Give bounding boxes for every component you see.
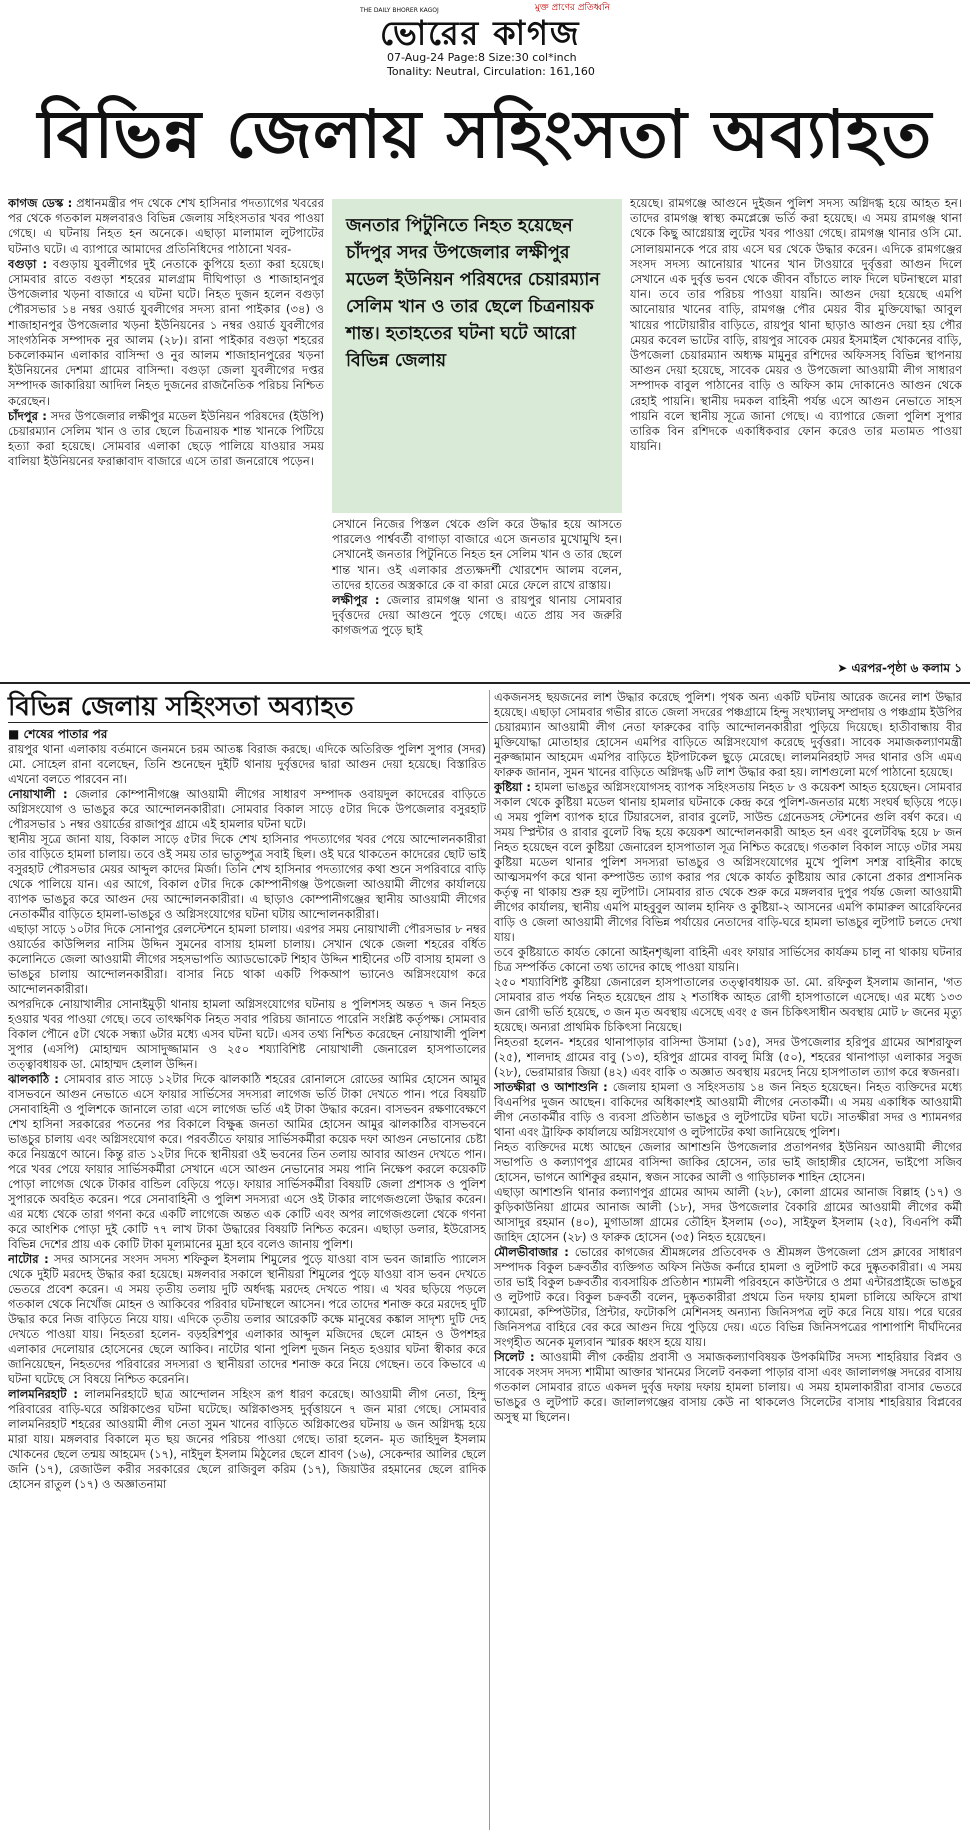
- paragraph-text: লালমনিরহাটে ছাত্র আন্দোলন সহিংস রূপ ধারণ করেছে। আওয়ামী লীগ নেতা, হিন্দু পরিবারের বাড়ি-ঘরে অগ্নিকাণ্ডের ঘটনা ঘটেছে। অগ্নিকাণ্ডসহ দুর্বৃত্তায়নে ৭ জন মারা গেছে। সোমবার লালমনিরহাট শহরের আওয়ামী লীগ নেতা সুমন খানের বাড়িতে অগ্নিকাণ্ডের ঘটনায় ৬ জন অগ্নিদগ্ধ হয়ে মারা যায়। মঙ্গলবার বিকালে মৃত ছয় জনের পরিচয় পাওয়া গেছে। তারা হলেন- মৃত জাহিদুল ইসলাম খোকনের ছেলে তন্ময় আহমেদ (১৭), নাইদুল ইসলাম মিঠুলের ছেলে শ্রাবণ (১৬), সেকেন্দার আলির ছেলে জনি (১৭), রেজাউল করীর সরকারের ছেলে রাজিবুল করিম (১৭), জিয়াউর রহমানের ছেলে রাদিক হোসেন রাতুল (১৭) ও অজ্ঞাতনামা: [8, 1387, 486, 1491]
- dateline: লালমনিরহাট :: [8, 1387, 78, 1401]
- dateline: নোয়াখালী :: [8, 787, 68, 801]
- section-divider: [0, 682, 970, 684]
- pull-quote: জনতার পিটুনিতে নিহত হয়েছেন চাঁদপুর সদর উপজেলার লক্ষীপুর মডেল ইউনিয়ন পরিষদের চেয়ারম্যান সেলিম খান ও তার ছেলে চিত্রনায়ক শান্ত। হতাহতের ঘটনা ঘটে আরো বিভিন্ন জেলায়: [332, 199, 622, 513]
- paragraph-text: এছাড়া আশাশুনি থানার কল্যাণপুর গ্রামের আদম আলী (২৮), কোলা গ্রামের আনাজ বিল্লাহ (১৭) ও কুড়িকাউনিয়া গ্রামের আনাজ আলী (১৮), সদর উপজেলার বৈকারি গ্রামের আওয়ামী লীগের কর্মী আসাদুর রহমান (৪০), মুগাডাঙ্গা গ্রামের তৌহিদ ইসলাম (৩০), সাইফুল ইসলাম (২৫), বিএনপি কর্মী জাহিদ হোসেন (২৮) ও ফারুক হোসেন (৩৫) নিহত হয়েছেন।: [494, 1185, 962, 1244]
- paragraph: [494, 1185, 962, 1245]
- dateline: সিলেট :: [494, 1350, 535, 1364]
- dateline: বগুড়া :: [8, 256, 48, 271]
- paragraph: [8, 997, 486, 1072]
- paragraph-text: সোমবার রাত সাড়ে ১২টার দিকে ঝালকাঠি শহরের রোনালসে রোডের আমির হোসেন আমুর বাসভবনে আগুন নেভাতে এসে ফায়ার সার্ভিসের সদস্যরা লাগেজ ভর্তি টাকা দেখতে পান। পরে বিষয়টি সেনাবাহিনী ও পুলিশকে জানালে তারা এসে লাগেজ ভর্তি এই টাকা উদ্ধার করেন। বাসভবন রক্ষণাবেক্ষণে শেখ হাসিনা সরকারের পতনের পর বিকালে বিক্ষুব্ধ জনতা আমির হোসেন আমুর ঝালকাঠির বাসভবনে ভাঙচুর চালায় এবং অগ্নিসংযোগ করে। পরবর্তীতে ফায়ার সার্ভিসকর্মীরা কয়েক দফা আগুন নেভানোর চেষ্টা করে নিয়ন্ত্রণে আনে। কিন্তু রাত ১২টার দিকে স্থানীয়রা ওই ভবনের তিন তলায় আবার আগুন দেখতে পান। পরে খবর পেয়ে ফায়ার সার্ভিসকর্মীরা সেখানে এসে আগুন নেভানোর সময় পানি নিক্ষেপ করলে কয়েকটি পোড়া লাগেজ থেকে টাকার বান্ডিল বেড়িয়ে পড়ে। ফায়ার সার্ভিসকর্মীরা বিষয়টি জেলা প্রশাসক ও পুলিশ সুপারকে অবহিত করেন। পরে সেনাবাহিনী ও পুলিশ সদস্যরা এসে ওই টাকার লাগেজগুলো উদ্ধার করেন। এর মধ্যে থেকে তারা গণনা করে একটি লাগেজে অন্তত এক কোটি এবং অপর লাগেজগুলো থেকে গণনা করে আংশিক পোড়া দুই কোটি ৭৭ লাখ টাকা উদ্ধারের বিষয়টি নিশ্চিত করেন। এছাড়া ডলার, ইউরোসহ বিভিন্ন দেশের প্রায় এক কোটি টাকা মূল্যমানের মুদ্রা হবে বলেও জানায় পুলিশ।: [8, 1072, 486, 1251]
- paragraph: [8, 832, 486, 922]
- paragraph-text: বগুড়ায় যুবলীগের দুই নেতাকে কুপিয়ে হত্যা করা হয়েছে। সোমবার রাতে বগুড়া শহরের মালগ্রাম দীঘিপাড়া ও শাজাহানপুর উপজেলার খড়না বাজারে এ ঘটনা ঘটে। নিহত দুজন হলেন বগুড়া পৌরসভার ১৪ নম্বর ওয়ার্ড যুবলীগের সদস্য রানা পাইকার (৩৪) ও শাজাহানপুর উপজেলার খড়না ইউনিয়নের ১ নম্বর ওয়ার্ড যুবলীগের সাংগঠনিক সম্পাদক নুর আলম (২৮)। রানা পাইকার বগুড়া শহরের চকলোকমান এলাকার বাসিন্দা ও নুর আলম শাজাহানপুরের খড়না ইউনিয়নের দেশমা গ্রামের বাসিন্দা। বগুড়া জেলা যুবলীগের দপ্তর সম্পাদক জাকারিয়া আদিল নিহত দুজনের রাজনৈতিক পরিচয় নিশ্চিত করেছেন।: [8, 256, 324, 408]
- column-divider: [489, 690, 490, 1830]
- paragraph-text: তবে কুষ্টিয়াতে কার্যত কোনো আইনশৃঙ্খলা বাহিনী এবং ফায়ার সার্ভিসের কার্যক্রম চালু না থাকায় ঘটনার চিত্র সম্পর্কিত কোনো তথ্য তাদের কাছে পাওয়া যায়নি।: [494, 945, 962, 974]
- paragraph-text: ২৫০ শয্যাবিশিষ্ট কুষ্টিয়া জেনারেল হাসপাতালের তত্ত্বাবধায়ক ডা. মো. রফিকুল ইসলাম জানান, 'গত সোমবার রাত পর্যন্ত নিহত হয়েছেন প্রায় ২ শতাধিক আহত রোগী হাসপাতালে এসেছে। এর মধ্যে ১৩৩ জন রোগী ভর্তি হয়েছে, ৩ জন মৃত অবস্থায় এসেছে এবং ৫ জন চিকিৎসাধীন অবস্থায় মোট ৮ জনের মৃত্যু হয়েছে। অন্যরা প্রাথমিক চিকিৎসা নিয়েছে।: [494, 975, 962, 1034]
- paragraph-text: একজনসহ ছয়জনের লাশ উদ্ধার করেছে পুলিশ। পৃথক অন্য একটি ঘটনায় আরেক জনের লাশ উদ্ধার হয়েছে। এছাড়া সোমবার গভীর রাতে জেলা সদরের পঞ্চগ্রামে হিন্দু সংখ্যালঘু সম্প্রদায় ও পঞ্চগ্রাম ইউপির চেয়ারম্যান আওয়ামী লীগ নেতা ফারুকের বাড়ি আন্দোলনকারীরা পুড়িয়ে দিয়েছে। হাতীবান্ধায় বীর মুক্তিযোদ্ধা মোতাহার হোসেন এমপির বাড়িতে অগ্নিসংযোগ করেছে দুর্বৃত্তরা। সাবেক সমাজকল্যাণমন্ত্রী নুরুজ্জামান আহমেদ এমপির বাড়িতে ইটপাটকেল ছুড়ে মেরেছে। লালমনিরহাট সদর থানার ওসি এমএ ফারুক জানান, সুমন খানের বাড়িতে অগ্নিদগ্ধ ৬টি লাশ উদ্ধার করা হয়। লাশগুলো মর্গে পাঠানো হয়েছে।: [494, 690, 962, 779]
- paragraph: [630, 196, 962, 454]
- dateline: নাটোর :: [8, 1252, 49, 1266]
- paragraph: [8, 257, 324, 409]
- paragraph-text: সেখানে নিজের পিস্তল থেকে গুলি করে উদ্ধার হয়ে আসতে পারলেও পার্শ্ববর্তী বাগাড়া বাজারে এসে জনতার মুখোমুখি হন। সেখানেই জনতার পিটুনিতে নিহত হন সেলিম খান ও তার ছেলে শান্ত খান। ওই এলাকার প্রত্যক্ষদর্শী খোরশেদ আলম বলেন, তাদের হাতের অস্ত্রকারে কে বা কারা মেরে ফেলে রাখে রাস্তায়।: [332, 517, 622, 592]
- paragraph-text: জেলার রামগঞ্জ থানা ও রায়পুর থানায় সোমবার দুর্বৃত্তদের দেয়া আগুনে পুড়ে গেছে। এতে প্রায় সব জরুরি কাগজপত্র পুড়ে ছাই: [332, 593, 622, 638]
- dateline: কুষ্টিয়া :: [494, 780, 531, 794]
- article-column-1: [8, 196, 324, 682]
- continuation-headline: বিভিন্ন জেলায় সহিংসতা অব্যাহত: [8, 692, 354, 722]
- paragraph-text: এছাড়া সাড়ে ১০টার দিকে সোনাপুর রেলস্টেশনে হামলা চালায়। এরপর সময় নোয়াখালী পৌরসভার ৮ নম্বর ওয়ার্ডের কাউন্সিলর নাসিম উদ্দিন সুমনের বাসায় হামলা চালায়। সেখান থেকে জেলা শহরের বর্ধিত কলোনিতে জেলা আওয়ামী লীগের সহসভাপতি অ্যাডভোকেট শিহাব উদ্দিন শাহীনের ৩টি বাসায় হামলা ও ভাঙচুর চালায় আন্দোলনকারীরা। বাসার নিচে থাকা একটি পিকআপ ভ্যানেও অগ্নিসংযোগ করে আন্দোলনকারীরা।: [8, 922, 486, 996]
- paragraph: [8, 1252, 486, 1387]
- paragraph-text: রায়পুর থানা এলাকায় বর্তমানে জনমনে চরম আতঙ্ক বিরাজ করছে। এদিকে অতিরিক্ত পুলিশ সুপার (সদর) মো. সোহেল রানা বলেছেন, তিনি শুনেছেন দুইটি থানায় দুর্বৃত্তদের দ্বারা আগুন দেয়া হয়েছে। বিস্তারিত এখনো বলতে পারবেন না।: [8, 742, 486, 786]
- paragraph: [494, 975, 962, 1035]
- masthead-english-name: THE DAILY BHORER KAGOJ: [360, 7, 439, 14]
- continued-on-line: ➤ এরপর-পৃষ্ঠা ৬ কলাম ১: [837, 661, 962, 675]
- paragraph-text: হয়েছে। রামগঞ্জে আগুনে দুইজন পুলিশ সদস্য অগ্নিদগ্ধ হয়ে আহত হন। তাদের রামগঞ্জ স্বাস্থ্য কমপ্লেক্সে ভর্তি করা হয়েছে। এ সময় রামগঞ্জ থানা থেকে কিছু আগ্নেয়াস্ত্র লুটের খবর পাওয়া গেছে। রামগঞ্জ থানার ওসি মো. সোলায়মানকে পরে রায় এসে ঘর থেকে উদ্ধার করেন। এদিকে রামগঞ্জের সংসদ সদস্য আনোয়ার খানের খান টাওয়ারে দুর্বৃত্তরা আগুন দিলে সেখানে এক দুর্বৃত্ত ভবন থেকে জীবন বাঁচাতে লাফ দিলে ঘটনাস্থলে মারা যান। তবে তার পরিচয় পাওয়া যায়নি। আগুন দেয়া হয়েছে এমপি আনোয়ার খানের বাড়ি, রামগঞ্জ পৌর মেয়র বীর মুক্তিযোদ্ধা আবুল খায়ের পাটোয়ারীর বাড়িতে, রায়পুর থানা ছাড়াও আগুন দেয়া হয় পৌর মেয়র কবেল ভাটের বাড়ি, রায়পুর সাবেক মেয়র ইসমাইল খোকনের বাড়ি, উপজেলা চেয়ারম্যান অধ্যক্ষ মামুনুর রশিদের অফিসসহ বিভিন্ন স্থাপনায় আগুন দেয়া হয়েছে, সাবেক মেয়র ও উপজেলা আওয়ামী লীগ সাধারণ সম্পাদক বাবুল পাঠানের বাড়ি ও অফিস কাম দোকানেও আগুন থেকে রেহাই পায়নি। স্থানীয় দমকল বাহিনী পর্যন্ত এসে আগুন নেভাতে সাহস পায়নি বলে স্থানীয় সূত্রে জানা গেছে। এ ব্যাপারে জেলা পুলিশ সুপার তারিক বিন রশিদকে একাধিকবার ফোন করেও তার মতামত পাওয়া যায়নি।: [630, 196, 962, 454]
- paragraph-text: সদর উপজেলার লক্ষীপুর মডেল ইউনিয়ন পরিষদের (ইউপি) চেয়ারম্যান সেলিম খান ও তার ছেলে চিত্রনায়ক শান্ত খানকে পিটিয়ে হত্যা করা হয়েছে। সোমবার এলাকা ছেড়ে পালিয়ে যাওয়ার সময় বালিয়া ইউনিয়নের ফরাক্কাবাদ বাজারে এসে তারা জনরোষে পড়েন।: [8, 408, 324, 469]
- paragraph: [494, 1035, 962, 1080]
- main-headline: বিভিন্ন জেলায় সহিংসতা অব্যাহত: [37, 96, 933, 173]
- newspaper-logo: ভোরের কাগজ: [380, 12, 581, 53]
- continuation-subtitle: ■ শেষের পাতার পর: [8, 727, 108, 741]
- paragraph: [8, 409, 324, 470]
- paragraph: [8, 1387, 486, 1492]
- dateline: সাতক্ষীরা ও আশাশুনি :: [494, 1080, 608, 1094]
- paragraph: [8, 787, 486, 832]
- paragraph-text: আওয়ামী লীগ কেন্দ্রীয় প্রবাসী ও সমাজকল্যাণবিষয়ক উপকমিটির সদস্য শাহরিয়ার বিপ্লব ও সাবেক সংসদ সদস্য শামীমা আক্তার খানমের সিলেট বনকলা পাড়ার বাসা এবং জালালগঞ্জ সদরের বাসায় গতকাল সোমবার রাতে একদল দুর্বৃত্ত দফায় দফায় হামলা চালায়। এ সময় হামলাকারীরা বাসার ভেতরে ভাঙচুর ও লুটপাট করে। জালালগঞ্জের বাসায় কেউ না থাকলেও সিলেটের বাসায় শাহরিয়ার বিপ্লবের অসুস্থ মা ছিলেন।: [494, 1350, 962, 1424]
- headline-underline: [8, 722, 488, 723]
- paragraph: [332, 593, 622, 639]
- paragraph-text: স্থানীয় সূত্রে জানা যায়, বিকাল সাড়ে ৫টার দিকে শেখ হাসিনার পদত্যাগের খবর পেয়ে আন্দোলনকারীরা তার বাড়িতে হামলা চালায়। তবে ওই সময় তার ভাতুষ্পুত্র সবাই ছিল। ওই ঘরে থাকতেন কাদেরের ছোট ভাই বসুরহাট পৌরসভার মেয়র আব্দুল কাদের মির্জা। তিনি শেখ হাসিনার পদত্যাগের কথা শুনে সপরিবারে বাড়ি থেকে পালিয়ে যান। এর আগে, বিকাল ৫টার দিকে কোম্পানীগঞ্জ উপজেলা আওয়ামী লীগের কার্যালয়ে ব্যাপক ভাঙচুর করে আগুন দেয় আন্দোলনকারীরা। এ ছাড়াও কোম্পানীগঞ্জের স্থানীয় আওয়ামী লীগের নেতাকর্মীর বাড়িতে হামলা-ভাঙচুর ও অগ্নিসংযোগের ঘটনা ঘটায় আন্দোলনকারীরা।: [8, 832, 486, 921]
- clipping-info-line2: Tonality: Neutral, Circulation: 161,160: [387, 65, 595, 78]
- paragraph-text: অপরদিকে নোয়াখালীর সোনাইমুড়ী থানায় হামলা অগ্নিসংযোগের ঘটনায় ৪ পুলিশসহ অন্তত ৭ জন নিহত হওয়ার খবর পাওয়া গেছে। তবে তাৎক্ষণিক নিহত সবার পরিচয় জানাতে পারেনি সংশ্লিষ্ট কর্তৃপক্ষ। সোমবার বিকাল পৌনে ৫টা থেকে সন্ধ্যা ৬টার মধ্যে এসব ঘটনা ঘটে। এসব তথ্য নিশ্চিত করেছেন নোয়াখালী পুলিশ সুপার (এসপি) মোহাম্মদ আসাদুজ্জামান ও ২৫০ শয্যাবিশিষ্ট নোয়াখালী জেনারেল হাসপাতালের তত্ত্বাবধায়ক ডা. মোহাম্মদ হেলাল উদ্দিন।: [8, 997, 486, 1071]
- paragraph-text: প্রধানমন্ত্রীর পদ থেকে শেখ হাসিনার পদত্যাগের খবরের পর থেকে গতকাল মঙ্গলবারও বিভিন্ন জেলায় সহিংসতার খবর পাওয়া গেছে। এ ঘটনায় নিহত হন অনেকে। এছাড়া মালামাল লুটপাটের ঘটনাও ঘটে। এ ব্যাপারে আমাদের প্রতিনিধিদের পাঠানো খবর-: [8, 196, 324, 256]
- paragraph: [494, 780, 962, 945]
- article-column-3: [630, 196, 962, 656]
- paragraph: [494, 945, 962, 975]
- paragraph-text: জেলার কোম্পানীগঞ্জে আওয়ামী লীগের সাধারণ সম্পাদক ওবায়দুল কাদেরের বাড়িতে অগ্নিসংযোগ ও ভাঙচুর করে আন্দোলনকারীরা। সোমবার বিকাল সাড়ে ৫টার দিকে উপজেলার বসুরহাট পৌরসভার ১ নম্বর ওয়ার্ডের রাজাপুর গ্রামে এই হামলার ঘটনা ঘটে।: [8, 787, 486, 831]
- dateline: কাগজ ডেস্ক :: [8, 196, 73, 210]
- paragraph-text: ভোরের কাগজের শ্রীমঙ্গলের প্রতিবেদক ও শ্রীমঙ্গল উপজেলা প্রেস ক্লাবের সাধারণ সম্পাদক বিকুল চক্রবর্তীর ব্যক্তিগত অফিস নিউজ কর্নারে হামলা ও লুটপাট করে দুষ্কৃতকারীরা। এ সময় তার ভাই বিকুল চক্রবর্তীর ব্যবসায়িক প্রতিষ্ঠান শ্যামলী পরিবহনে কাউন্টারে ও প্রমা এন্টারপ্রাইজে ভাঙচুর ও লুটপাট করে। বিকুল চক্রবর্তী বলেন, দুষ্কৃতকারীরা প্রথমে তিন দফায় হামলা চালিয়ে অফিসে রাখা ক্যামেরা, কম্পিউটার, প্রিন্টার, ফটোকপি মেশিনসহ অন্যান্য জিনিসপত্র লুট করে নিয়ে যায়। পরে ঘরের জিনিসপত্র বাহিরে বের করে আগুন দিয়ে পুড়িয়ে দেয়। এতে বিভিন্ন জিনিসপত্রের পাশাপাশি দীর্ঘদিনের সংগৃহীত অনেক মূল্যবান স্মারক ধ্বংস হয়ে যায়।: [494, 1245, 962, 1349]
- dateline: লক্ষীপুর :: [332, 593, 380, 608]
- paragraph: [332, 517, 622, 593]
- paragraph-text: সদর আসনের সংসদ সদস্য শফিকুল ইসলাম শিমুলের পুড়ে যাওয়া বাস ভবন জান্নাতি প্যালেস থেকে দুইটি মরদেহ উদ্ধার করা হয়েছে। মঙ্গলবার সকালে স্থানীয়রা শিমুলের পুড়ে যাওয়া বাস ভবন দেখতে ভেতরে প্রবেশ করেন। এ সময় তৃতীয় তলায় দুটি অর্ধদগ্ধ মরদেহ দেখতে পায়। এ খবর ছড়িয়ে পড়লে গতকাল থেকে নিখোঁজ মোহন ও আকিবের পরিবার ঘটনাস্থলে আসেন। পরে তাদের শনাক্ত করে মরদেহ দুটি উদ্ধার করে নিজ বাড়িতে নিয়ে যায়। এদিকে তৃতীয় তলার আরেকটি কক্ষে মানুষের কঙ্কাল সাদৃশ্য দুটি দেহ দেখতে পাওয়া যায়। নিহতরা হলেন- বড়হরিশপুর এলাকার আব্দুল মজিদের ছেলে মোহন ও উপশহর এলাকার দেলোয়ার হোসেনের ছেলে আকিব। নাটোর থানা পুলিশ দুজন নিহত হওয়ার ঘটনা স্বীকার করে জানিয়েছেন, নিহতদের পরিবারের সদস্যরা ও স্থানীয়রা তাদের শনাক্ত করে নিয়ে গেছেন। তবে কিভাবে এ ঘটনা ঘটেছে সে বিষয়ে নিশ্চিত করেননি।: [8, 1252, 486, 1386]
- paragraph-text: নিহতরা হলেন- শহরের থানাপাড়ার বাসিন্দা উসামা (১৫), সদর উপজেলার হরিপুর গ্রামের আশরাফুল (২৫), শালদাহ গ্রামের বাবু (১৩), হরিপুর গ্রামের বাবলু মিস্ত্রি (৫০), শহরের থানাপাড়া এলাকার সবুজ (২৮), ভেরামারার জিয়া (৪২) এবং বাকি ৩ অজ্ঞাত অবস্থায় মরদেহ নিয়ে হাসপাতাল ত্যাগ করে স্বজনরা।: [494, 1035, 962, 1079]
- clipping-info: [387, 51, 595, 79]
- article-column-2: [332, 517, 622, 682]
- dateline: ঝালকাঠি :: [8, 1072, 59, 1086]
- paragraph: [8, 196, 324, 257]
- paragraph-text: নিহত ব্যক্তিদের মধ্যে আছেন জেলার আশাশুনি উপজেলার প্রতাপনগর ইউনিয়ন আওয়ামী লীগের সভাপতি ও কল্যাণপুর গ্রামের বাসিন্দা জাকির হোসেন, তার ভাই জাহাঙ্গীর হোসেন, ভাইপো সজিব হোসেন, ভাগনে আশিকুর রহমান, স্বজন সাকের আলী ও গাড়িচালক শাহিন হোসেন।: [494, 1140, 962, 1184]
- dateline: চাঁদপুর :: [8, 408, 47, 423]
- paragraph-text: জেলায় হামলা ও সহিংসতায় ১৪ জন নিহত হয়েছেন। নিহত ব্যক্তিদের মধ্যে বিএনপির দুজন আছেন। বাকিদের অধিকাংশই আওয়ামী লীগের নেতাকর্মী। এ সময় একাধিক আওয়ামী লীগ নেতাকর্মীর বাড়ি ও ব্যবসা প্রতিষ্ঠান ভাঙচুর ও লুটপাটের ঘটনা ঘটে। সাতক্ষীরা সদর ও শ্যামনগর থানা এবং ট্রাফিক কার্যালয়ে অগ্নিসংযোগ ও লুটপাটের কথা জানিয়েছে পুলিশ।: [494, 1080, 962, 1139]
- continuation-column-right: [494, 690, 962, 1832]
- paragraph: [8, 922, 486, 997]
- masthead-tagline: মুক্ত প্রাণের প্রতিধ্বনি: [534, 3, 610, 13]
- paragraph: [494, 690, 962, 780]
- paragraph-text: হামলা ভাঙচুর অগ্নিসংযোগসহ ব্যাপক সহিংসতায় নিহত ৮ ও কয়েকশ আহত হয়েছেন। সোমবার সকাল থেকে কুষ্টিয়া মডেল থানায় হামলার ঘটনাকে কেন্দ্র করে পুলিশ-জনতার মধ্যে সংঘর্ষ ছড়িয়ে পড়ে। এ সময় পুলিশ ব্যাপক হারে টিয়ারসেল, রাবার বুলেট, সাউন্ড গ্রেনেডসহ স্টেশনের গুলি বর্ষণ করে। এ সময় স্প্লিন্টার ও রাবার বুলেট বিদ্ধ হয়ে কয়েকশ আন্দোলনকারী আহত হন এবং বুলেটবিদ্ধ হয়ে ৮ জন নিহত হয়েছেন বলে কুষ্টিয়া জেনারেল হাসপাতাল সূত্র নিশ্চিত করেছে। গতকাল বিকাল সাড়ে ৩টার সময় কুষ্টিয়া মডেল থানার পুলিশ সদস্যরা ভাঙচুর ও অগ্নিসংযোগের মুখে পুলিশ সশস্ত্র বাহিনীর কাছে আত্মসমর্পণ করে থানা কম্পাউন্ড ত্যাগ করার পর থেকে কার্যত কুষ্টিয়ায় আর কোনো প্রকার প্রশাসনিক কর্তৃত্ব না থাকায় শুরু হয় লুটপাট। সোমবার রাত থেকে শুরু করে মঙ্গলবার দুপুর পর্যন্ত জেলা আওয়ামী লীগের কার্যালয়, স্থানীয় এমপি মাহবুবুল আলম হানিফ ও কুষ্টিয়া-২ আসনের এমপি কামারুল আরেফিনের বাড়ি ও জেলা আওয়ামী লীগের বিভিন্ন পর্যায়ের নেতাদের বাড়ি-ঘরে হামলা ভাঙচুর লুটপাট চলতে দেখা যায়।: [494, 780, 962, 944]
- paragraph: [494, 1140, 962, 1185]
- paragraph: [494, 1350, 962, 1425]
- paragraph: [494, 1080, 962, 1140]
- paragraph: [8, 742, 486, 787]
- paragraph: [494, 1245, 962, 1350]
- clipping-info-line1: 07-Aug-24 Page:8 Size:30 col*inch: [387, 51, 577, 64]
- paragraph: [8, 1072, 486, 1252]
- continuation-column-left: [8, 742, 486, 1832]
- dateline: মৌলভীবাজার :: [494, 1245, 569, 1259]
